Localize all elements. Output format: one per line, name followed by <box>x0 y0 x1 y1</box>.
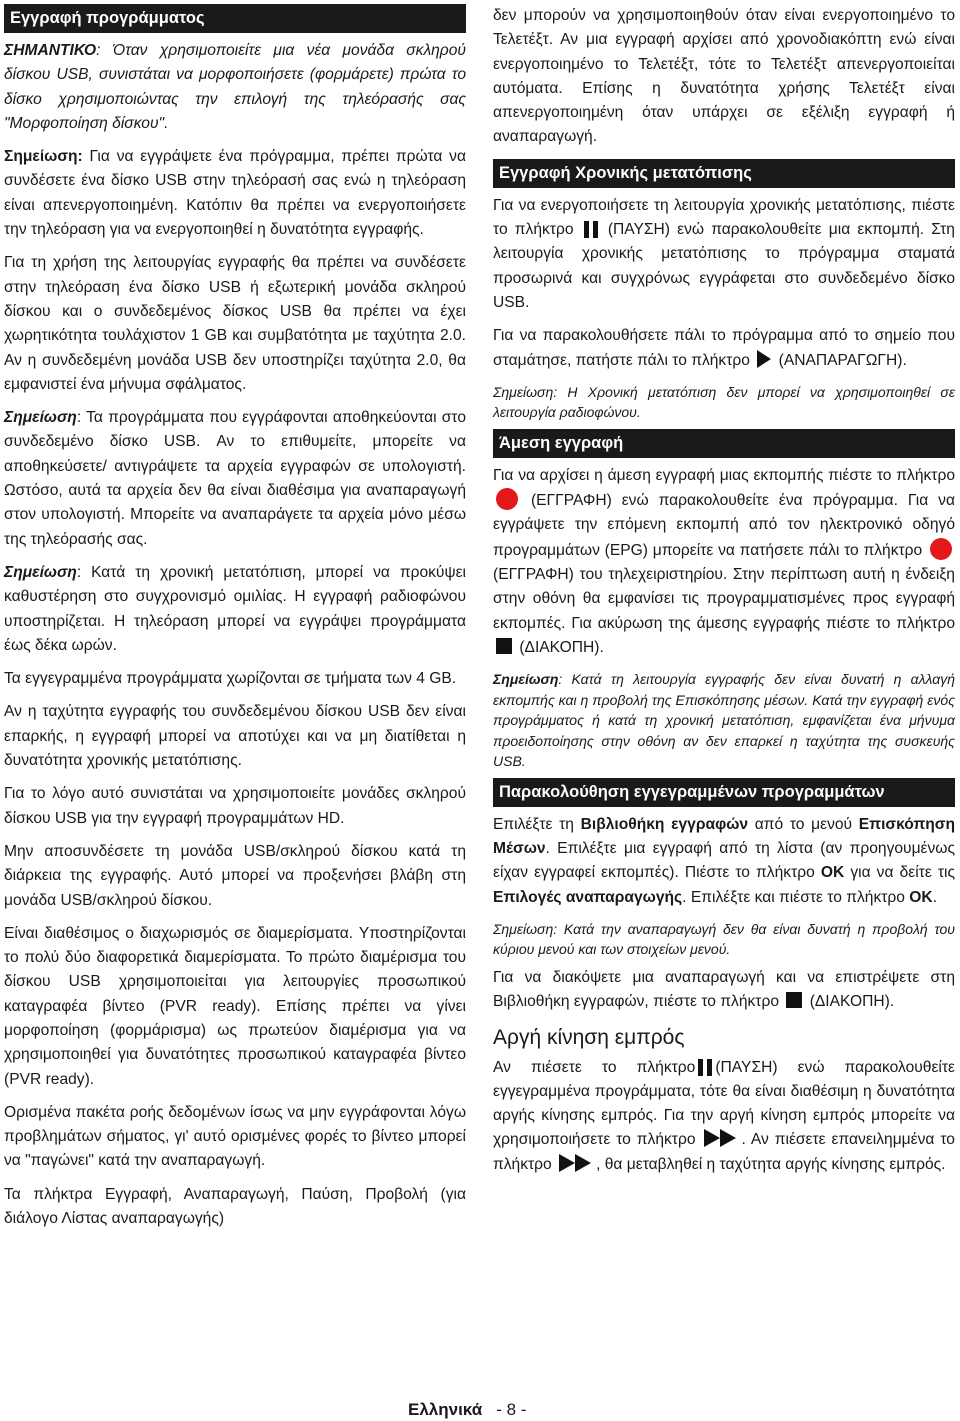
paragraph-stop-playback: Για να διακόψετε μια αναπαραγωγή και να επιστρέψετε στη Βιβλιοθήκη εγγραφών, πιέστε το πλήκτρο (ΔΙΑΚΟΠΗ). <box>493 968 955 1011</box>
note-timeshift-radio: Σημείωση: Η Χρονική μετατόπιση δεν μπορεί να χρησιμοποιηθεί σε λειτουργία ραδιοφώνου. <box>493 383 955 421</box>
paragraph-slow-forward: Αν πιέσετε το πλήκτρο (ΠΑΥΣΗ) ενώ παρακολουθείτε εγγεγραμμένα προγράμματα, τότε θα είναι διαθέσιμη η δυνατότητα αργής κίνησης εμπρός. Για την αργή κίνηση εμπρός μπορείτε να χρησιμοποιήσετε το πλήκτρο . Αν πιέσετε επανειλημμένα το πλήκτρο , θα μεταβληθεί η ταχύτητα αργής κίνησης εμπρός. <box>493 1058 955 1173</box>
heading-instant-recording: Άμεση εγγραφή <box>493 429 955 458</box>
heading-timeshift-recording: Εγγραφή Χρονικής μετατόπισης <box>493 159 955 188</box>
note-label: Σημείωση <box>4 409 77 427</box>
paragraph-speed: Αν η ταχύτητα εγγραφής του συνδεδεμένου δίσκου USB δεν είναι επαρκής, η εγγραφή μπορεί να αποτύχει και να μη διατίθεται η δυνατότητα χρονικής μετατόπισης. <box>4 703 466 770</box>
paragraph-requirements: Για τη χρήση της λειτουργίας εγγραφής θα πρέπει να συνδέσετε στην τηλεόραση ένα δίσκο USB ή εξωτερική μονάδα σκληρού δίσκου και ο συνδεδεμένος δίσκος USB θα πρέπει να έχει χωρητικότητα τουλάχιστον 1 GB και συμβατότητα με ταχύτητα 2.0. Αν η συνδεδεμένη μονάδα USB δεν υποστηρίζει ταχύτητα 2.0, θα εμφανιστεί ένα μήνυμα σφάλματος. <box>4 254 466 393</box>
heading-slow-forward: Αργή κίνηση εμπρός <box>493 1025 685 1049</box>
stop-icon <box>496 638 512 654</box>
left-column <box>4 4 466 1240</box>
paragraph-important: ΣΗΜΑΝΤΙΚΟ: Όταν χρησιμοποιείτε μια νέα μονάδα σκληρού δίσκου USB, συνιστάται να μορφοποιήσετε (φορμάρετε) πρώτα το δίσκο χρησιμοποιώντας την επιλογή της τηλεόρασής σας "Μορφοποίηση δίσκου". <box>4 42 466 132</box>
paragraph-teletext: δεν μπορούν να χρησιμοποιηθούν όταν είναι ενεργοποιημένο το Τελετέξτ. Αν μια εγγραφή αρχίσει από χρονοδιακόπτη ενώ είναι ενεργοποιημένο το Τελετέξτ, τότε το Τελετέξτ απενεργοποιείται αυτόματα. Επίσης η δυνατότητα χρήσης Τελετέξτ είναι απενεργοποιημένη όταν υπάρχει σε εξέλιξη εγγραφή ή αναπαραγωγή. <box>493 7 955 146</box>
paragraph-watch-recordings: Επιλέξτε τη Βιβλιοθήκη εγγραφών από το μενού Επισκόπηση Μέσων. Επιλέξτε μια εγγραφή από τη λίστα (αν προηγουμένως είχαν εγγραφεί εκπομπές). Πιέστε το πλήκτρο OK για να δείτε τις Επιλογές αναπαραγωγής. Επιλέξτε και πιέστε το πλήκτρο OK. <box>493 815 955 906</box>
note-label: Σημείωση <box>4 563 77 581</box>
play-icon <box>757 350 771 368</box>
paragraph-timeshift-start: Για να ενεργοποιήσετε τη λειτουργία χρονικής μετατόπισης, πιέστε το πλήκτρο (ΠΑΥΣΗ) ενώ παρακολουθείτε μια εκπομπή. Στη λειτουργία χρονικής μετατόπισης το πρόγραμμα σταματά προσωρινά και συγχρόνως εγγράφεται στο συνδεδεμένο δίσκο USB. <box>493 196 955 311</box>
record-icon <box>496 488 518 510</box>
paragraph-note-timeshift: Σημείωση: Κατά τη χρονική μετατόπιση, μπορεί να προκύψει καθυστέρηση στο συγχρονισμό ομιλίας. Η εγγραφή ραδιοφώνου υποστηρίζεται. Η τηλεόραση μπορεί να εγγράψει προγράμματα έως δέκα ωρών. <box>4 563 466 654</box>
pause-icon <box>698 1059 712 1076</box>
paragraph-instant-recording: Για να αρχίσει η άμεση εγγραφή μιας εκπομπής πιέστε το πλήκτρο (ΕΓΓΡΑΦΗ) ενώ παρακολουθείτε ένα πρόγραμμα. Για να εγγράψετε την επόμενη εκπομπή από τον ηλεκτρονικό οδηγό προγραμμάτων (EPG) μπορείτε να πατήσετε πάλι το πλήκτρο (ΕΓΓΡΑΦΗ) του τηλεχειριστηρίου. Στην περίπτωση αυτή η ένδειξη στην οθόνη θα εμφανίσει τις προγραμματισμένες προς εγγραφή εκπομπές. Για ακύρωση της άμεσης εγγραφής πιέστε το πλήκτρο (ΔΙΑΚΟΠΗ). <box>493 466 955 656</box>
footer-language: Ελληνικά <box>408 1400 483 1419</box>
record-icon <box>930 538 952 560</box>
pause-icon <box>584 221 598 238</box>
right-column <box>493 4 955 1186</box>
page-footer <box>408 1399 526 1421</box>
fast-forward-icon <box>704 1129 738 1147</box>
paragraph-note-storage: Σημείωση: Τα προγράμματα που εγγράφονται αποθηκεύονται στο συνδεδεμένο δίσκο USB. Αν το επιθυμείτε, μπορείτε να αποθηκεύσετε/ αντιγράψετε τα αρχεία εγγραφών σε υπολογιστή. Ωστόσο, αυτά τα αρχεία δεν θα είναι διαθέσιμα για αναπαραγωγή στον υπολογιστή. Μπορείτε να αναπαράγετε τα αρχεία μόνο μέσω της τηλεόρασής σας. <box>4 409 466 548</box>
note-instant-recording: Σημείωση: Κατά τη λειτουργία εγγραφής δεν είναι δυνατή η αλλαγή εκπομπής και η προβολή της Επισκόπησης μέσων. Κατά την εγγραφή ενός προγράμματος ή κατά τη χρονική μετατόπιση, εμφανίζεται ένα μήνυμα προειδοποίησης στην οθόνη αν δεν επαρκεί η ταχύτητα της συσκευής USB. <box>493 671 955 770</box>
paragraph-keys: Τα πλήκτρα Εγγραφή, Αναπαραγωγή, Παύση, Προβολή (για διάλογο Λίστας αναπαραγωγής) <box>4 1185 466 1228</box>
stop-icon <box>786 992 802 1008</box>
fast-forward-icon <box>559 1154 593 1172</box>
paragraph-hd: Για το λόγο αυτό συνιστάται να χρησιμοποιείτε μονάδες σκληρού δίσκου USB για την εγγραφή προγραμμάτων HD. <box>4 785 466 827</box>
paragraph-timeshift-resume: Για να παρακολουθήσετε πάλι το πρόγραμμα από το σημείο που σταμάτησε, πατήστε πάλι το πλήκτρο (ΑΝΑΠΑΡΑΓΩΓΗ). <box>493 327 955 369</box>
note-playback-menu: Σημείωση: Κατά την αναπαραγωγή δεν θα είναι δυνατή η προβολή του κύριου μενού και των στοιχείων μενού. <box>493 920 955 958</box>
note-label: Σημείωση: <box>4 148 83 166</box>
paragraph-partitions: Είναι διαθέσιμος ο διαχωρισμός σε διαμερίσματα. Υποστηρίζονται το πολύ δύο διαφορετικά διαμερίσματα. Το πρώτο διαμέρισμα του δίσκου USB χρησιμοποιείται για λειτουργίες προσωπικού καταγραφέα βίντεο (PVR ready). Επίσης πρέπει να γίνει μορφοποίηση (φορμάρισμα) ως πρωτεύον διαμέρισμα για να χρησιμοποιηθεί για δυνατότητες προσωπικού καταγραφέα βίντεο (PVR ready). <box>4 924 466 1088</box>
paragraph-disconnect: Μην αποσυνδέσετε τη μονάδα USB/σκληρού δίσκου κατά τη διάρκεια της εγγραφής. Αυτό μπορεί να προξενήσει βλάβη στη μονάδα USB/σκληρού δίσκου. <box>4 842 466 909</box>
note-label: Σημείωση <box>493 671 559 688</box>
paragraph-note-connect: Σημείωση: Για να εγγράψετε ένα πρόγραμμα, πρέπει πρώτα να συνδέσετε ένα δίσκο USB στην τηλεόρασή σας ενώ η τηλεόραση είναι απενεργοποιημένη. Κατόπιν θα πρέπει να ενεργοποιήσετε την τηλεόραση για να ενεργοποιηθεί η δυνατότητα εγγραφής. <box>4 148 466 239</box>
paragraph-packets: Ορισμένα πακέτα ροής δεδομένων ίσως να μην εγγράφονται λόγω προβλημάτων σήματος, γι' αυτό ορισμένες φορές το βίντεο μπορεί να "παγώνει" κατά την αναπαραγωγή. <box>4 1103 466 1170</box>
paragraph-segments: Τα εγγεγραμμένα προγράμματα χωρίζονται σε τμήματα των 4 GB. <box>4 670 457 688</box>
heading-program-recording: Εγγραφή προγράμματος <box>4 4 466 33</box>
page-number: - 8 - <box>496 1400 527 1419</box>
important-label: ΣΗΜΑΝΤΙΚΟ <box>4 42 97 59</box>
heading-watch-recordings: Παρακολούθηση εγγεγραμμένων προγραμμάτων <box>493 778 955 807</box>
